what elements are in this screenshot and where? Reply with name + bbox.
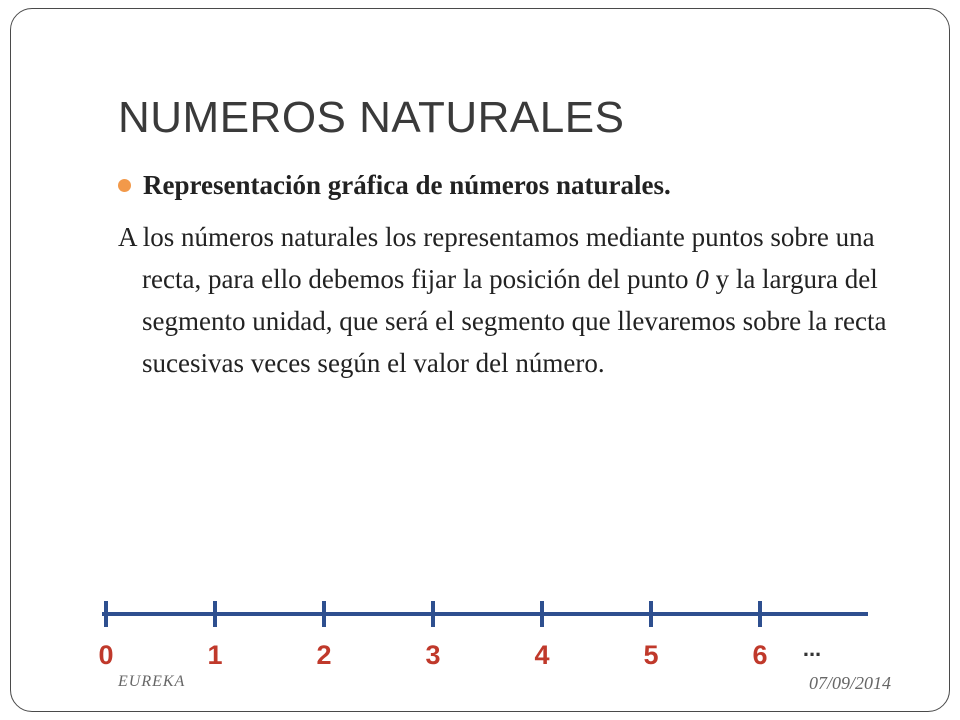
paragraph-italic-zero: 0	[695, 264, 709, 294]
tick-label-2: 2	[316, 640, 332, 670]
bullet-item	[118, 170, 671, 201]
tick-label-3: 3	[425, 640, 441, 670]
number-line-svg	[90, 592, 880, 672]
tick-label-0: 0	[98, 640, 114, 670]
slide-title: NUMEROS NATURALES	[118, 93, 625, 142]
tick-label-1: 1	[207, 640, 223, 670]
paragraph-text-start: A los números naturales los representamos mediante puntos sobre una recta, para ello debemos fijar la posición del punto	[118, 222, 875, 294]
footer-date: 07/09/2014	[808, 673, 891, 693]
tick-label-6: 6	[752, 640, 768, 670]
body-paragraph	[118, 216, 930, 384]
tick-label-5: 5	[643, 640, 659, 670]
paragraph-text-end: y la largura del segmento unidad, que será el segmento que llevaremos sobre la recta sucesivas veces según el valor del número.	[142, 264, 887, 378]
tick-label-4: 4	[534, 640, 550, 670]
footer-author: EUREKA	[118, 673, 186, 690]
continuation-dots: ...	[802, 636, 822, 661]
number-line-figure	[90, 592, 880, 672]
bullet-text: Representación gráfica de números naturales.	[143, 170, 671, 200]
bullet-dot-icon	[118, 179, 131, 192]
